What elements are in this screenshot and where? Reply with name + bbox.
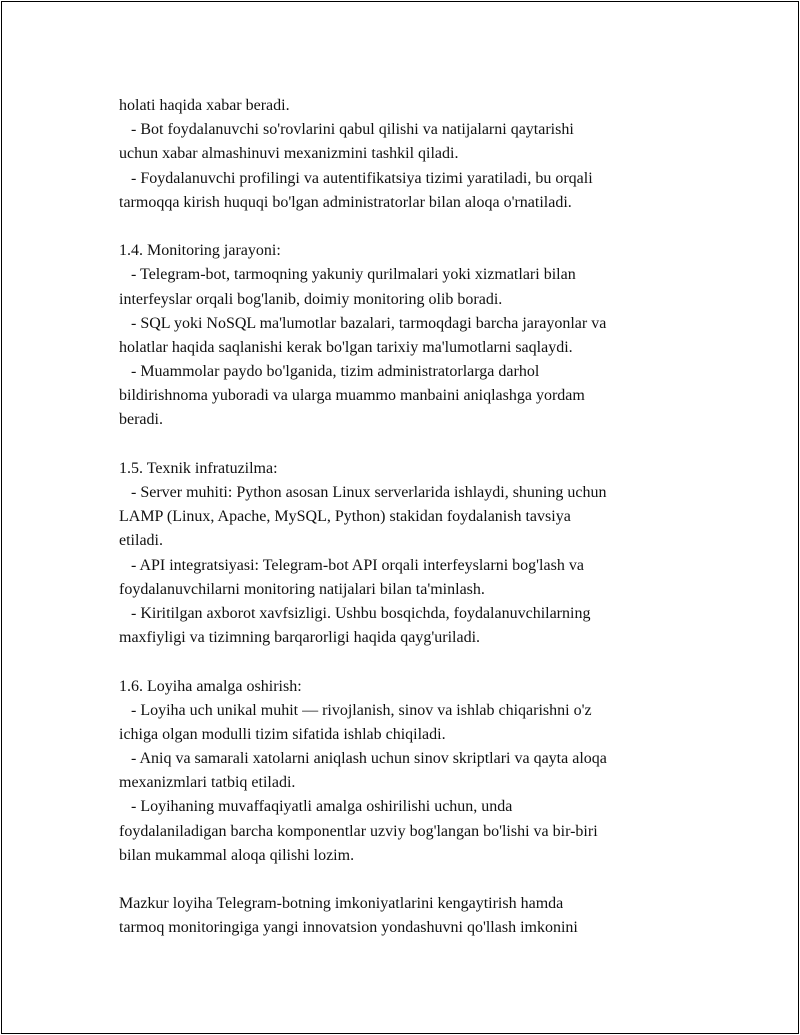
text-line: ichiga olgan modulli tizim sifatida ishlab chiqiladi.	[119, 725, 446, 743]
text-line: - Telegram-bot, tarmoqning yakuniy qurilmalari yoki xizmatlari bilan	[119, 266, 576, 284]
paragraph-spacer	[119, 650, 699, 674]
text-line: - Muammolar paydo bo'lganida, tizim administratorlarga darhol	[119, 363, 540, 381]
text-line: foydalaniladigan barcha komponentlar uzviy bog'langan bo'lishi va bir-biri	[119, 822, 598, 840]
text-line: - Foydalanuvchi profilingi va autentifikatsiya tizimi yaratiladi, bu orqali	[119, 169, 593, 187]
text-line: Mazkur loyiha Telegram-botning imkoniyatlarini kengaytirish hamda	[119, 895, 564, 913]
text-line: holati haqida xabar beradi.	[119, 97, 290, 114]
text-line: bildirishnoma yuboradi va ularga muammo manbaini aniqlashga yordam	[119, 387, 585, 405]
document-page	[1, 1, 799, 1034]
text-line: 1.5. Texnik infratuzilma:	[119, 459, 278, 477]
paragraph-spacer	[119, 215, 699, 239]
text-line: etiladi.	[119, 532, 163, 550]
text-line: - Bot foydalanuvchi so'rovlarini qabul qilishi va natijalarni qaytarishi	[119, 121, 574, 139]
text-line: - Server muhiti: Python asosan Linux serverlarida ishlaydi, shuning uchun	[119, 484, 607, 501]
text-line: beradi.	[119, 411, 163, 429]
text-line: tarmoqqa kirish huquqi bo'lgan administratorlar bilan aloqa o'rnatiladi.	[119, 193, 572, 211]
text-line: - Loyiha uch unikal muhit — rivojlanish, sinov va ishlab chiqarishni o'z	[119, 701, 592, 719]
text-line: bilan mukammal aloqa qilishi lozim.	[119, 846, 355, 864]
text-line: holatlar haqida saqlanishi kerak bo'lgan tarixiy ma'lumotlarni saqlaydi.	[119, 338, 573, 356]
text-line: - SQL yoki NoSQL ma'lumotlar bazalari, tarmoqdagi barcha jarayonlar va	[119, 314, 607, 332]
text-line: 1.6. Loyiha amalga oshirish:	[119, 677, 302, 695]
text-line: LAMP (Linux, Apache, MySQL, Python) stakidan foydalanish tavsiya	[119, 508, 571, 526]
text-line: - Aniq va samarali xatolarni aniqlash uchun sinov skriptlari va qayta aloqa	[119, 750, 607, 768]
text-line: - Loyihaning muvaffaqiyatli amalga oshirilishi uchun, unda	[119, 798, 513, 816]
text-line: 1.4. Monitoring jarayoni:	[119, 242, 281, 260]
text-line: maxfiyligi va tizimning barqarorligi haqida qayg'uriladi.	[119, 629, 481, 647]
text-line: uchun xabar almashinuvi mexanizmini tashkil qiladi.	[119, 145, 459, 163]
text-line: - API integratsiyasi: Telegram-bot API orqali interfeyslarni bog'lash va	[119, 556, 584, 574]
text-line: - Kiritilgan axborot xavfsizligi. Ushbu bosqichda, foydalanuvchilarning	[119, 604, 591, 622]
text-line: mexanizmlari tatbiq etiladi.	[119, 774, 296, 792]
text-line: tarmoq monitoringiga yangi innovatsion yondashuvni qo'llash imkonini	[119, 919, 578, 937]
document-body	[119, 94, 699, 941]
text-line: foydalanuvchilarni monitoring natijalari bilan ta'minlash.	[119, 580, 485, 598]
paragraph-spacer	[119, 433, 699, 457]
text-line: interfeyslar orqali bog'lanib, doimiy monitoring olib boradi.	[119, 290, 503, 308]
paragraph-spacer	[119, 868, 699, 892]
